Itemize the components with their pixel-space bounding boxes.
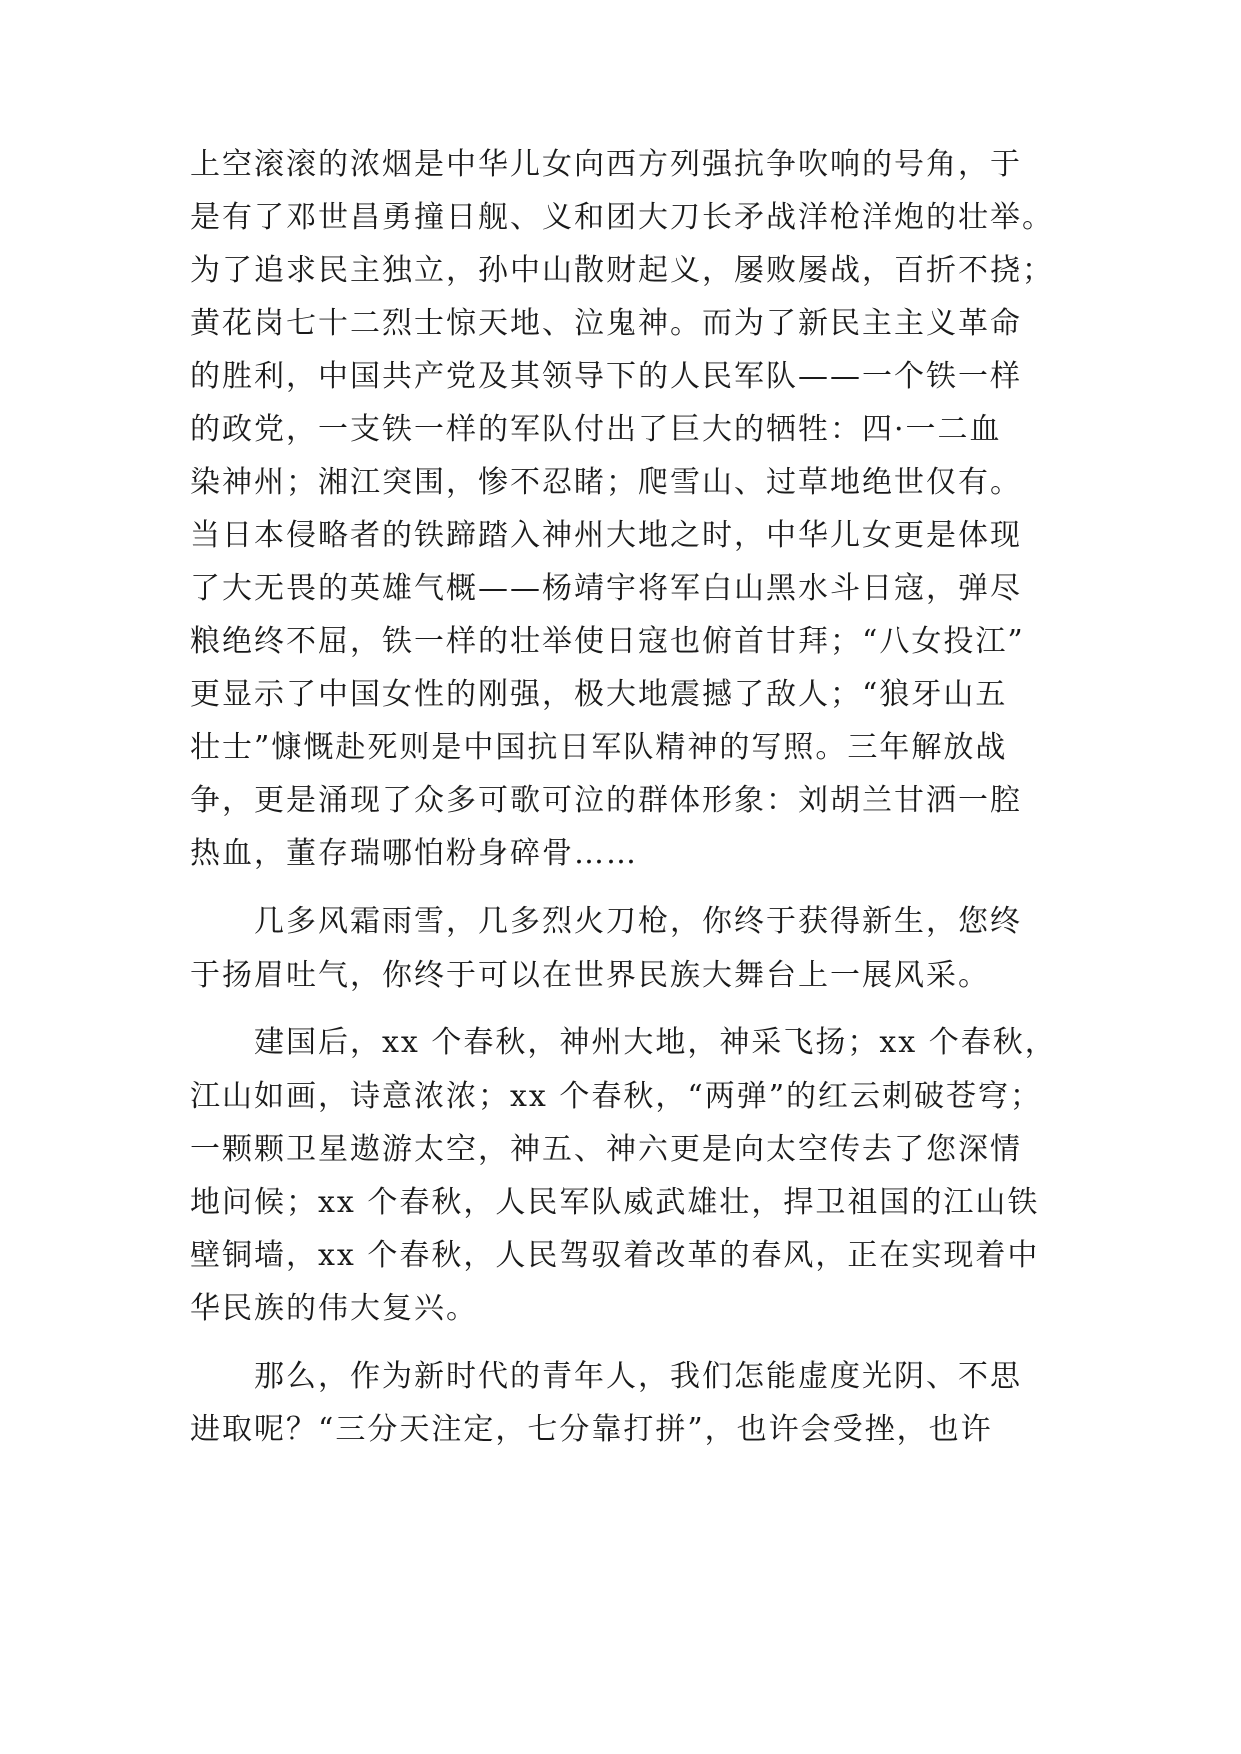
text-line: 黄花岗七十二烈士惊天地、泣鬼神。而为了新民主主义革命 [190,306,1022,341]
text-line: 争，更是涌现了众多可歌可泣的群体形象：刘胡兰甘洒一腔 [190,783,1022,818]
text-line: 染神州；湘江突围，惨不忍睹；爬雪山、过草地绝世仅有。 [190,465,1022,500]
text-line: 一颗颗卫星遨游太空，神五、神六更是向太空传去了您深情 [190,1132,1022,1167]
text-line: 更显示了中国女性的刚强，极大地震撼了敌人；“狼牙山五 [190,677,1008,712]
text-line: 江山如画，诗意浓浓；xx 个春秋，“两弹”的红云刺破苍穹； [190,1079,1043,1114]
text-line: 是有了邓世昌勇撞日舰、义和团大刀长矛战洋枪洋炮的壮举。 [190,200,1054,235]
text-line: 当日本侵略者的铁蹄踏入神州大地之时，中华儿女更是体现 [190,518,1022,553]
text-line: 为了追求民主独立，孙中山散财起义，屡败屡战，百折不挠； [190,253,1054,288]
text-line: 的胜利，中国共产党及其领导下的人民军队——一个铁一样 [190,359,1022,394]
text-line: 那么，作为新时代的青年人，我们怎能虚度光阴、不思 [254,1359,1022,1394]
text-line: 华民族的伟大复兴。 [190,1291,478,1326]
text-line: 地问候；xx 个春秋，人民军队威武雄壮，捍卫祖国的江山铁 [190,1185,1040,1220]
text-line: 壁铜墙，xx 个春秋，人民驾驭着改革的春风，正在实现着中 [190,1238,1040,1273]
text-line: 壮士”慷慨赴死则是中国抗日军队精神的写照。三年解放战 [190,730,1008,765]
text-line: 几多风霜雨雪，几多烈火刀枪，你终于获得新生，您终 [254,904,1022,939]
text-line: 了大无畏的英雄气概——杨靖宇将军白山黑水斗日寇，弹尽 [190,571,1022,606]
text-line: 建国后，xx 个春秋，神州大地，神采飞扬；xx 个春秋， [254,1025,1057,1060]
text-line: 热血，董存瑞哪怕粉身碎骨…… [190,836,638,871]
text-line: 进取呢？“三分天注定，七分靠打拼”，也许会受挫，也许 [190,1412,993,1447]
text-line: 上空滚滚的浓烟是中华儿女向西方列强抗争吹响的号角，于 [190,147,1022,182]
text-line: 于扬眉吐气，你终于可以在世界民族大舞台上一展风采。 [190,958,990,993]
text-line: 粮绝终不屈，铁一样的壮举使日寇也俯首甘拜；“八女投江” [190,624,1025,659]
text-line: 的政党，一支铁一样的军队付出了巨大的牺牲：四·一二血 [190,412,1002,447]
